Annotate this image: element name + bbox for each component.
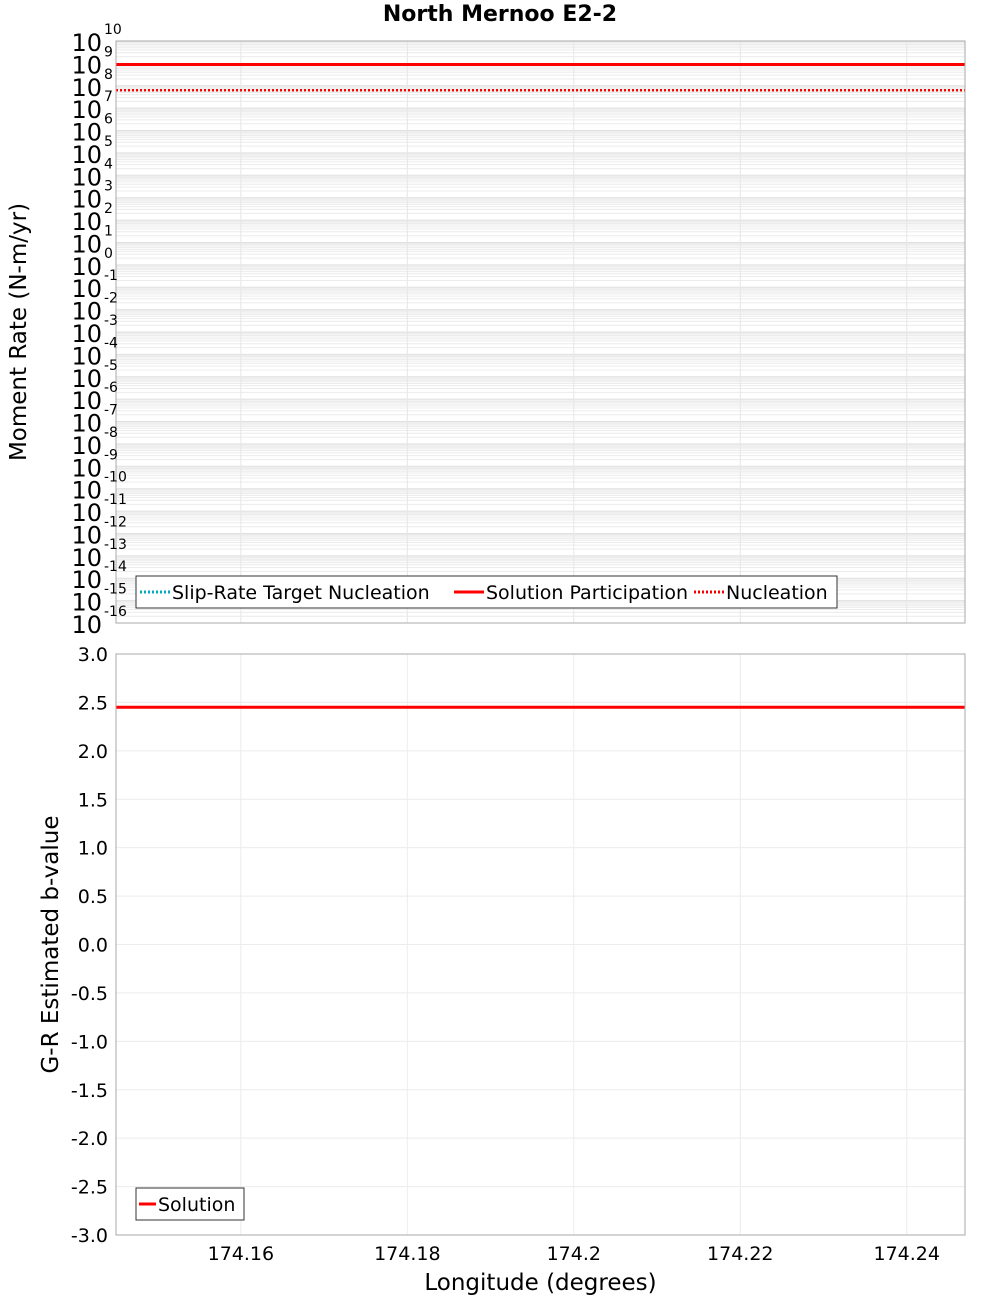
top-y-tick-base: 10: [71, 521, 102, 550]
bottom-x-axis-label: Longitude (degrees): [424, 1270, 657, 1296]
bottom-y-tick-label: 1.0: [77, 837, 108, 860]
top-y-tick-exponent: -13: [104, 536, 127, 553]
top-y-tick-exponent: -7: [104, 402, 118, 419]
bottom-y-tick-label: 3.0: [77, 644, 108, 666]
top-y-tick-exponent: -14: [104, 559, 127, 576]
top-y-tick-base: 10: [71, 431, 102, 460]
top-y-tick-base: 10: [71, 588, 102, 617]
bottom-y-tick-label: -2.5: [70, 1176, 108, 1199]
top-y-tick-base: 10: [71, 29, 102, 57]
bottom-y-tick-label: 1.5: [77, 789, 108, 812]
top-y-tick-exponent: 7: [104, 89, 113, 106]
bottom-y-tick-label: 2.0: [77, 740, 108, 763]
top-y-tick-base: 10: [71, 342, 102, 371]
top-y-tick-base: 10: [71, 543, 102, 572]
top-y-tick-base: 10: [71, 118, 102, 147]
top-y-tick-base: 10: [71, 96, 102, 125]
top-y-tick-base: 10: [71, 364, 102, 393]
top-y-tick-base: 10: [71, 185, 102, 214]
top-y-tick-exponent: -8: [104, 424, 118, 441]
bottom-y-tick-label: -1.5: [70, 1079, 108, 1102]
top-y-tick-exponent: -15: [104, 581, 127, 598]
top-y-tick-exponent: 9: [104, 44, 113, 61]
bottom-y-tick-label: -1.0: [70, 1031, 108, 1054]
top-y-tick-exponent: 8: [104, 66, 113, 83]
top-legend-label-2: Nucleation: [726, 582, 828, 604]
top-y-tick-exponent: 10: [104, 22, 122, 38]
top-y-tick-base: 10: [71, 51, 102, 80]
top-y-tick-exponent: 5: [104, 133, 113, 150]
top-y-tick-exponent: -16: [104, 604, 127, 620]
top-y-tick-exponent: -3: [104, 313, 118, 329]
bottom-y-tick-label: -0.5: [70, 982, 108, 1005]
bottom-x-tick-label: 174.18: [374, 1243, 441, 1265]
top-y-tick-exponent: -4: [104, 335, 118, 352]
top-y-tick-base: 10: [71, 163, 102, 192]
top-y-tick-base: 10: [71, 297, 102, 326]
top-y-tick-exponent: -1: [104, 268, 118, 285]
bottom-y-tick-label: 0.5: [77, 886, 108, 909]
bottom-y-tick-label: 0.0: [77, 934, 108, 957]
top-y-tick-exponent: 3: [104, 178, 113, 195]
bottom-x-tick-label: 174.16: [207, 1243, 275, 1265]
top-y-axis-label: Moment Rate (N-m/yr): [6, 202, 32, 462]
top-y-tick-exponent: 6: [104, 111, 113, 128]
top-y-tick-base: 10: [71, 611, 102, 639]
top-y-tick-exponent: -5: [104, 357, 118, 374]
top-y-tick-exponent: -2: [104, 290, 118, 307]
bottom-y-axis-label: G-R Estimated b-value: [38, 815, 64, 1074]
top-y-tick-base: 10: [71, 499, 102, 528]
top-y-tick-base: 10: [71, 566, 102, 595]
top-legend-label-1: Solution Participation: [486, 582, 689, 604]
top-legend-label-0: Slip-Rate Target Nucleation: [172, 582, 430, 604]
bottom-legend-label-0: Solution: [158, 1194, 236, 1216]
top-y-tick-base: 10: [71, 476, 102, 505]
top-y-tick-exponent: 1: [104, 223, 113, 240]
top-y-tick-base: 10: [71, 454, 102, 483]
top-y-tick-base: 10: [71, 320, 102, 348]
top-y-tick-base: 10: [71, 275, 102, 304]
top-y-tick-base: 10: [71, 230, 102, 259]
top-y-tick-exponent: 4: [104, 156, 113, 173]
top-y-tick-base: 10: [71, 409, 102, 438]
bottom-x-tick-label: 174.24: [873, 1243, 940, 1265]
bottom-y-tick-label: -2.0: [70, 1128, 108, 1151]
top-y-tick-exponent: -9: [104, 447, 118, 464]
top-y-tick-exponent: -12: [104, 514, 127, 531]
top-y-tick-exponent: 0: [104, 245, 113, 262]
top-y-tick-exponent: -11: [104, 492, 127, 509]
top-y-tick-base: 10: [71, 252, 102, 281]
bottom-x-tick-label: 174.22: [707, 1243, 774, 1265]
top-y-tick-exponent: -6: [104, 380, 118, 397]
top-y-tick-exponent: -10: [104, 469, 127, 486]
top-y-tick-base: 10: [71, 387, 102, 416]
top-y-tick-exponent: 2: [104, 201, 113, 218]
bottom-y-tick-label: 2.5: [77, 692, 108, 715]
bottom-x-tick-label: 174.2: [546, 1243, 601, 1265]
top-y-tick-base: 10: [71, 73, 102, 102]
bottom-y-tick-label: -3.0: [70, 1225, 108, 1247]
chart-title: North Mernoo E2-2: [382, 2, 618, 27]
top-y-tick-base: 10: [71, 208, 102, 237]
top-y-tick-base: 10: [71, 140, 102, 169]
